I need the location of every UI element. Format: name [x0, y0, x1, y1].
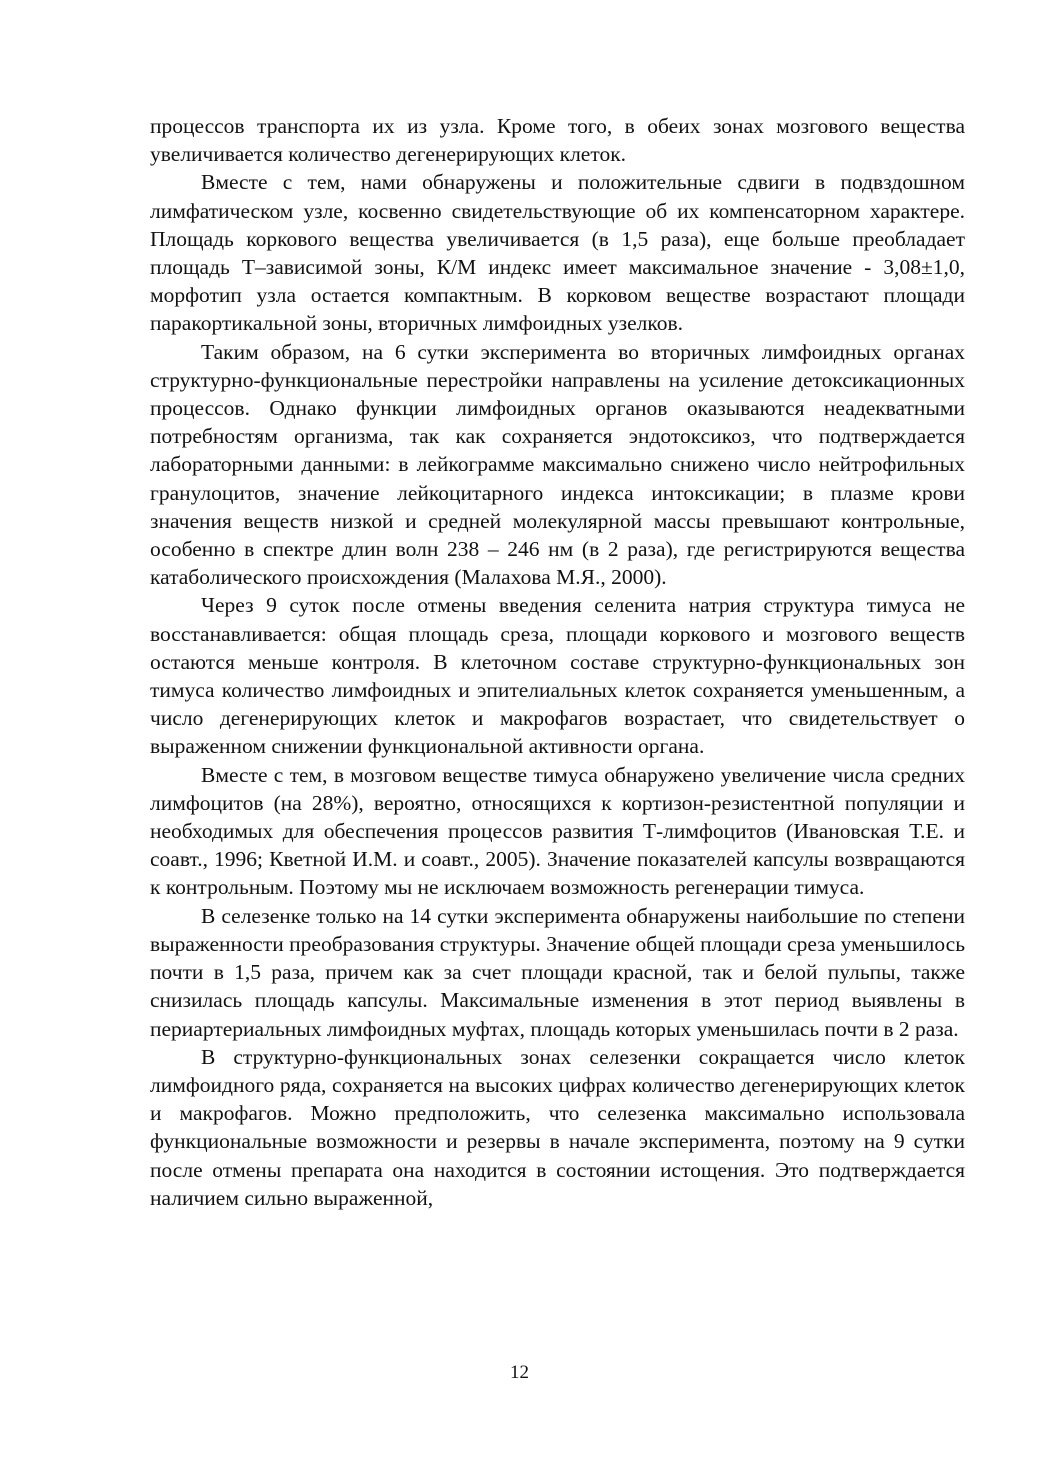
- page-number: 12: [510, 1362, 529, 1383]
- paragraph-4: Через 9 суток после отмены введения селенита натрия структура тимуса не восстанавливается: общая площадь среза, площади коркового и мозгового веществ остаются меньше контроля. В клеточном составе структурно-функциональных зон тимуса количество лимфоидных и эпителиальных клеток сохраняется уменьшенным, а число дегенерирующих клеток и макрофагов возрастает, что свидетельствует о выраженном снижении функциональной активности органа.: [150, 593, 965, 759]
- body-text: [150, 112, 965, 1212]
- paragraph-7: В структурно-функциональных зонах селезенки сокращается число клеток лимфоидного ряда, сохраняется на высоких цифрах количество дегенерирующих клеток и макрофагов. Можно предположить, что селезенка максимально использовала функциональные возможности и резервы в начале эксперимента, поэтому на 9 сутки после отмены препарата она находится в состоянии истощения. Это подтверждается наличием сильно выраженной,: [150, 1044, 965, 1210]
- paragraph-6: В селезенке только на 14 сутки эксперимента обнаружены наибольшие по степени выраженности преобразования структуры. Значение общей площади среза уменьшилось почти в 1,5 раза, причем как за счет площади красной, так и белой пульпы, также снизилась площадь капсулы. Максимальные изменения в этот период выявлены в периартериальных лимфоидных муфтах, площадь которых уменьшилась почти в 2 раза.: [150, 903, 965, 1041]
- paragraph-1: процессов транспорта их из узла. Кроме того, в обеих зонах мозгового вещества увеличивается количество дегенерирующих клеток.: [150, 114, 965, 167]
- paragraph-5: Вместе с тем, в мозговом веществе тимуса обнаружено увеличение числа средних лимфоцитов (на 28%), вероятно, относящихся к кортизон-резистентной популяции и необходимых для обеспечения процессов развития Т-лимфоцитов (Ивановская Т.Е. и соавт., 1996; Кветной И.М. и соавт., 2005). Значение показателей капсулы возвращаются к контрольным. Поэтому мы не исключаем возможность регенерации тимуса.: [150, 762, 965, 900]
- paragraph-3: Таким образом, на 6 сутки эксперимента во вторичных лимфоидных органах структурно-функциональные перестройки направлены на усиление детоксикационных процессов. Однако функции лимфоидных органов оказываются неадекватными потребностям организма, так как сохраняется эндотоксикоз, что подтверждается лабораторными данными: в лейкограмме максимально снижено число нейтрофильных гранулоцитов, значение лейкоцитарного индекса интоксикации; в плазме крови значения веществ низкой и средней молекулярной массы превышают контрольные, особенно в спектре длин волн 238 – 246 нм (в 2 раза), где регистрируются вещества катаболического происхождения (Малахова М.Я., 2000).: [150, 339, 965, 590]
- paragraph-2: Вместе с тем, нами обнаружены и положительные сдвиги в подвздошном лимфатическом узле, косвенно свидетельствующие об их компенсаторном характере. Площадь коркового вещества увеличивается (в 1,5 раза), еще больше преобладает площадь Т–зависимой зоны, К/М индекс имеет максимальное значение - 3,08±1,0, морфотип узла остается компактным. В корковом веществе возрастают площади паракортикальной зоны, вторичных лимфоидных узелков.: [150, 170, 965, 336]
